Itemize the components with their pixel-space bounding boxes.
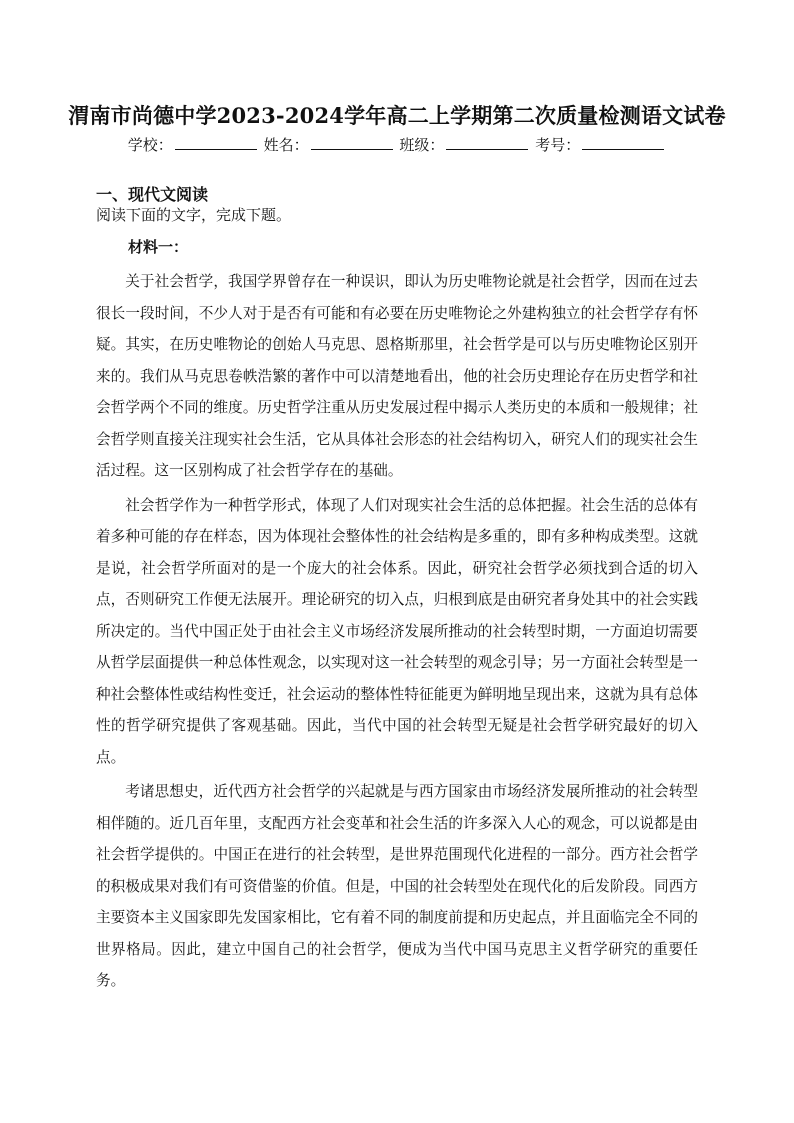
student-info-line <box>0 134 794 155</box>
exam-title: 渭南市尚德中学2023-2024学年高二上学期第二次质量检测语文试卷 <box>68 103 726 128</box>
class-blank[interactable] <box>446 135 528 150</box>
section-heading: 一、现代文阅读 <box>96 185 209 204</box>
class-label: 班级： <box>399 136 445 154</box>
exam-number-label: 考号： <box>535 136 581 154</box>
section-instruction: 阅读下面的文字，完成下题。 <box>96 206 292 224</box>
name-blank[interactable] <box>311 135 393 150</box>
school-label: 学校： <box>127 136 173 154</box>
name-label: 姓名： <box>263 136 309 154</box>
material-label: 材料一： <box>128 238 189 256</box>
passage-paragraph: 考诸思想史，近代西方社会哲学的兴起就是与西方国家由市场经济发展所推动的社会转型相伴随的。近几百年里，支配西方社会变革和社会生活的许多深入人心的观念，可以说都是由社会哲学提供的。中国正在进行的社会转型，是世界范围现代化进程的一部分。西方社会哲学的积极成果对我们有可资借鉴的价值。但是，中国的社会转型处在现代化的后发阶段。同西方主要资本主义国家即先发国家相比，它有着不同的制度前提和历史起点，并且面临完全不同的世界格局。因此，建立中国自己的社会哲学，便成为当代中国马克思主义哲学研究的重要任务。 <box>96 783 698 989</box>
passage-paragraph: 关于社会哲学，我国学界曾存在一种误识，即认为历史唯物论就是社会哲学，因而在过去很长一段时间，不少人对于是否有可能和有必要在历史唯物论之外建构独立的社会哲学存有怀疑。其实，在历史唯物论的创始人马克思、恩格斯那里，社会哲学是可以与历史唯物论区别开来的。我们从马克思卷帙浩繁的著作中可以清楚地看出，他的社会历史理论存在历史哲学和社会哲学两个不同的维度。历史哲学注重从历史发展过程中揭示人类历史的本质和一般规律；社会哲学则直接关注现实社会生活，它从具体社会形态的社会结构切入，研究人们的现实社会生活过程。这一区别构成了社会哲学存在的基础。 <box>96 273 698 479</box>
passage-paragraph: 社会哲学作为一种哲学形式，体现了人们对现实社会生活的总体把握。社会生活的总体有着多种可能的存在样态，因为体现社会整体性的社会结构是多重的，即有多种构成类型。这就是说，社会哲学所面对的是一个庞大的社会体系。因此，研究社会哲学必须找到合适的切入点，否则研究工作便无法展开。理论研究的切入点，归根到底是由研究者身处其中的社会实践所决定的。当代中国正处于由社会主义市场经济发展所推动的社会转型时期，一方面迫切需要从哲学层面提供一种总体性观念，以实现对这一社会转型的观念引导；另一方面社会转型是一种社会整体性或结构性变迁，社会运动的整体性特征能更为鲜明地呈现出来，这就为具有总体性的哲学研究提供了客观基础。因此，当代中国的社会转型无疑是社会哲学研究最好的切入点。 <box>96 496 698 766</box>
school-blank[interactable] <box>175 135 257 150</box>
reading-passage <box>96 266 698 1000</box>
exam-number-blank[interactable] <box>582 135 664 150</box>
